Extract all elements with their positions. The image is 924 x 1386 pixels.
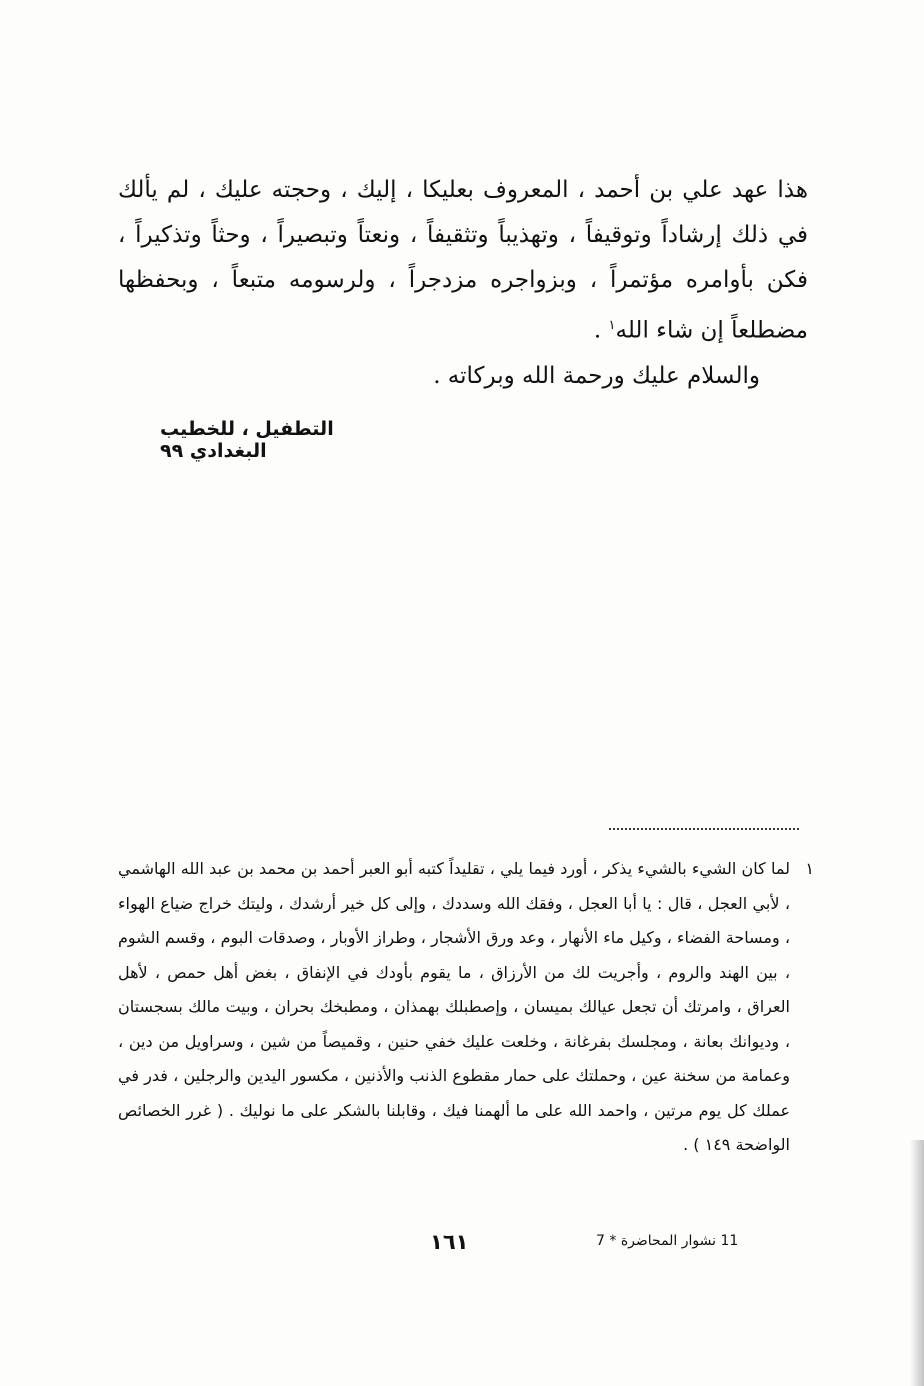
main-paragraph-end: . [593, 317, 609, 344]
footnote-text: لما كان الشيء بالشيء يذكر ، أورد فيما يلي ، تقليداً كتبه أبو العبر أحمد بن محمد بن عبد الله الهاشمي ، لأبي العجل ، قال : يا أبا العجل ، وفقك الله وسددك ، وإلى كل خير أرشدك ، وليتك خراج ضياع الهواء ، ومساحة الفضاء ، وكيل ماء الأنهار ، وعد ورق الأشجار ، وطراز الأوبار ، وصدقات البوم ، وقسم الشوم ، بين الهند والروم ، وأجريت لك من الأرزاق ، ما يقوم بأودك في الإنفاق ، بغض أهل حمص ، لأهل العراق ، وامرتك أن تجعل عيالك بميسان ، وإصطبلك بهمذان ، ومطبخك بحران ، وبيت مالك بسجستان ، وديوانك بعانة ، ومجلسك بفرغانة ، وخلعت عليك خفي حنين ، وقميصاً من شين ، وسراويل من دين ، وعمامة من سخنة عين ، وحملتك على حمار مقطوع الذنب والأذنين ، مكسور اليدين والرجلين ، فدر في عملك كل يوم مرتين ، واحمد الله على ما ألهمنا فيك ، وقابلنا بالشكر على ما نوليك . ( غرر الخصائص الواضحة ١٤٩ ) . [118, 859, 790, 1154]
footnote-block [118, 852, 814, 1163]
main-paragraph [118, 168, 808, 354]
closing-line: والسلام عليك ورحمة الله وبركاته . [433, 362, 760, 389]
page-number: ١٦١ [430, 1230, 469, 1254]
footnote-separator [609, 828, 799, 830]
main-paragraph-text: هذا عهد علي بن أحمد ، المعروف بعليكا ، إليك ، وحجته عليك ، لم يألك في ذلك إرشاداً وتوقيفاً ، وتهذيباً وتثقيفاً ، ونعتاً وتبصيراً ، وحثاً وتذكيراً ، فكن بأوامره مؤتمراً ، وبزواجره مزدجراً ، ولرسومه متبعاً ، وبحفظها مضطلعاً إن شاء الله [118, 177, 808, 344]
main-text-block [118, 168, 808, 399]
page-edge-shadow [910, 1140, 924, 1386]
page-footer [0, 1230, 924, 1260]
source-citation: التطفيل ، للخطيب البغدادي ٩٩ [160, 418, 334, 462]
signature-mark: 11 نشوار المحاضرة * 7 [596, 1233, 739, 1249]
footnote-reference: ١ [608, 318, 616, 333]
footnote-number: ١ [805, 859, 814, 878]
